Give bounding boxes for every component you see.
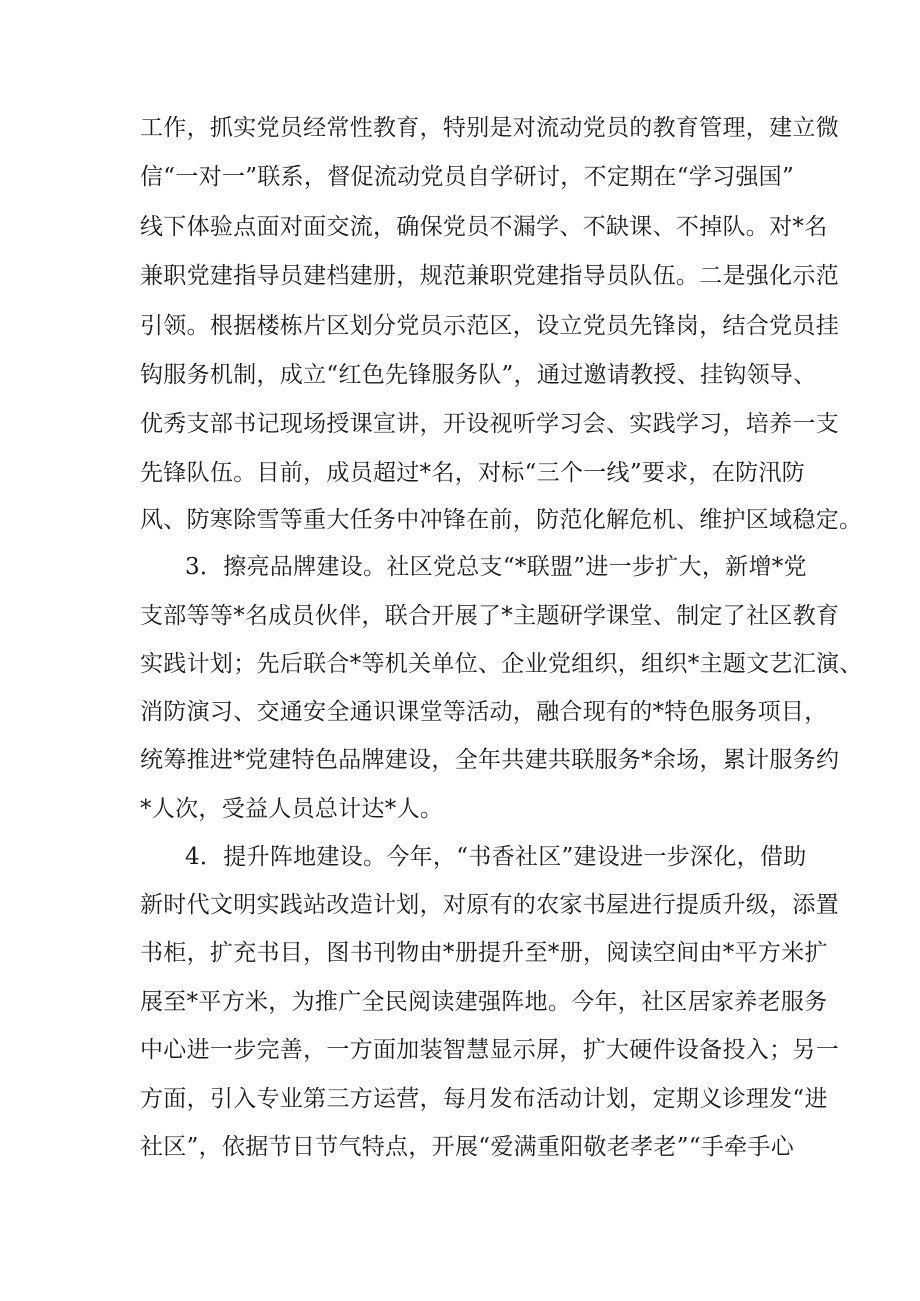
paragraph-3-heading-line: 3．擦亮品牌建设。社区党总支“*联盟”进一步扩大，新增*党 xyxy=(185,554,807,580)
text-line: 支部等等*名成员伙伴，联合开展了*主题研学课堂、制定了社区教育 xyxy=(140,603,840,629)
text-line: 消防演习、交通安全通识课堂等活动，融合现有的*特色服务项目， xyxy=(140,699,828,725)
text-line: 书柜，扩充书目，图书刊物由*册提升至*册，阅读空间由*平方米扩 xyxy=(140,940,828,966)
paragraph-4-heading-line: 4．提升阵地建设。今年，“书香社区”建设进一步深化，借助 xyxy=(185,844,807,870)
text-line: 中心进一步完善，一方面加装智慧显示屏，扩大硬件设备投入；另一 xyxy=(140,1037,839,1063)
text-line: 引领。根据楼栋片区划分党员示范区，设立党员先锋岗，结合党员挂 xyxy=(140,313,839,339)
text-line: 优秀支部书记现场授课宣讲，开设视听学习会、实践学习，培养一支 xyxy=(140,411,839,437)
text-line: 统筹推进*党建特色品牌建设，全年共建共联服务*余场，累计服务约 xyxy=(140,747,840,773)
text-line: 工作，抓实党员经常性教育，特别是对流动党员的教育管理，建立微 xyxy=(140,115,839,141)
text-line: 风、防寒除雪等重大任务中冲锋在前，防范化解危机、维护区域稳定。 xyxy=(140,507,863,533)
text-line: 实践计划；先后联合*等机关单位、企业党组织，组织*主题文艺汇演、 xyxy=(140,651,863,677)
text-line: 方面，引入专业第三方运营，每月发布活动计划，定期义诊理发“进 xyxy=(140,1086,828,1112)
text-line: 先锋队伍。目前，成员超过*名，对标“三个一线”要求，在防汛防 xyxy=(140,460,806,486)
text-line: 展至*平方米，为推广全民阅读建强阵地。今年，社区居家养老服务 xyxy=(140,989,828,1015)
text-line: 兼职党建指导员建档建册，规范兼职党建指导员队伍。二是强化示范 xyxy=(140,263,839,289)
text-line: 新时代文明实践站改造计划，对原有的农家书屋进行提质升级，添置 xyxy=(140,892,839,918)
text-line: 信“一对一”联系，督促流动党员自学研讨，不定期在“学习强国” xyxy=(140,164,795,190)
text-line: *人次，受益人员总计达*人。 xyxy=(140,796,444,822)
text-line: 钩服务机制，成立“红色先锋服务队”，通过邀请教授、挂钩领导、 xyxy=(140,362,817,388)
text-line: 线下体验点面对面交流，确保党员不漏学、不缺课、不掉队。对*名 xyxy=(140,214,828,240)
text-line: 社区”，依据节日节气特点，开展“爱满重阳敬老孝老”“手牵手心 xyxy=(140,1134,795,1160)
